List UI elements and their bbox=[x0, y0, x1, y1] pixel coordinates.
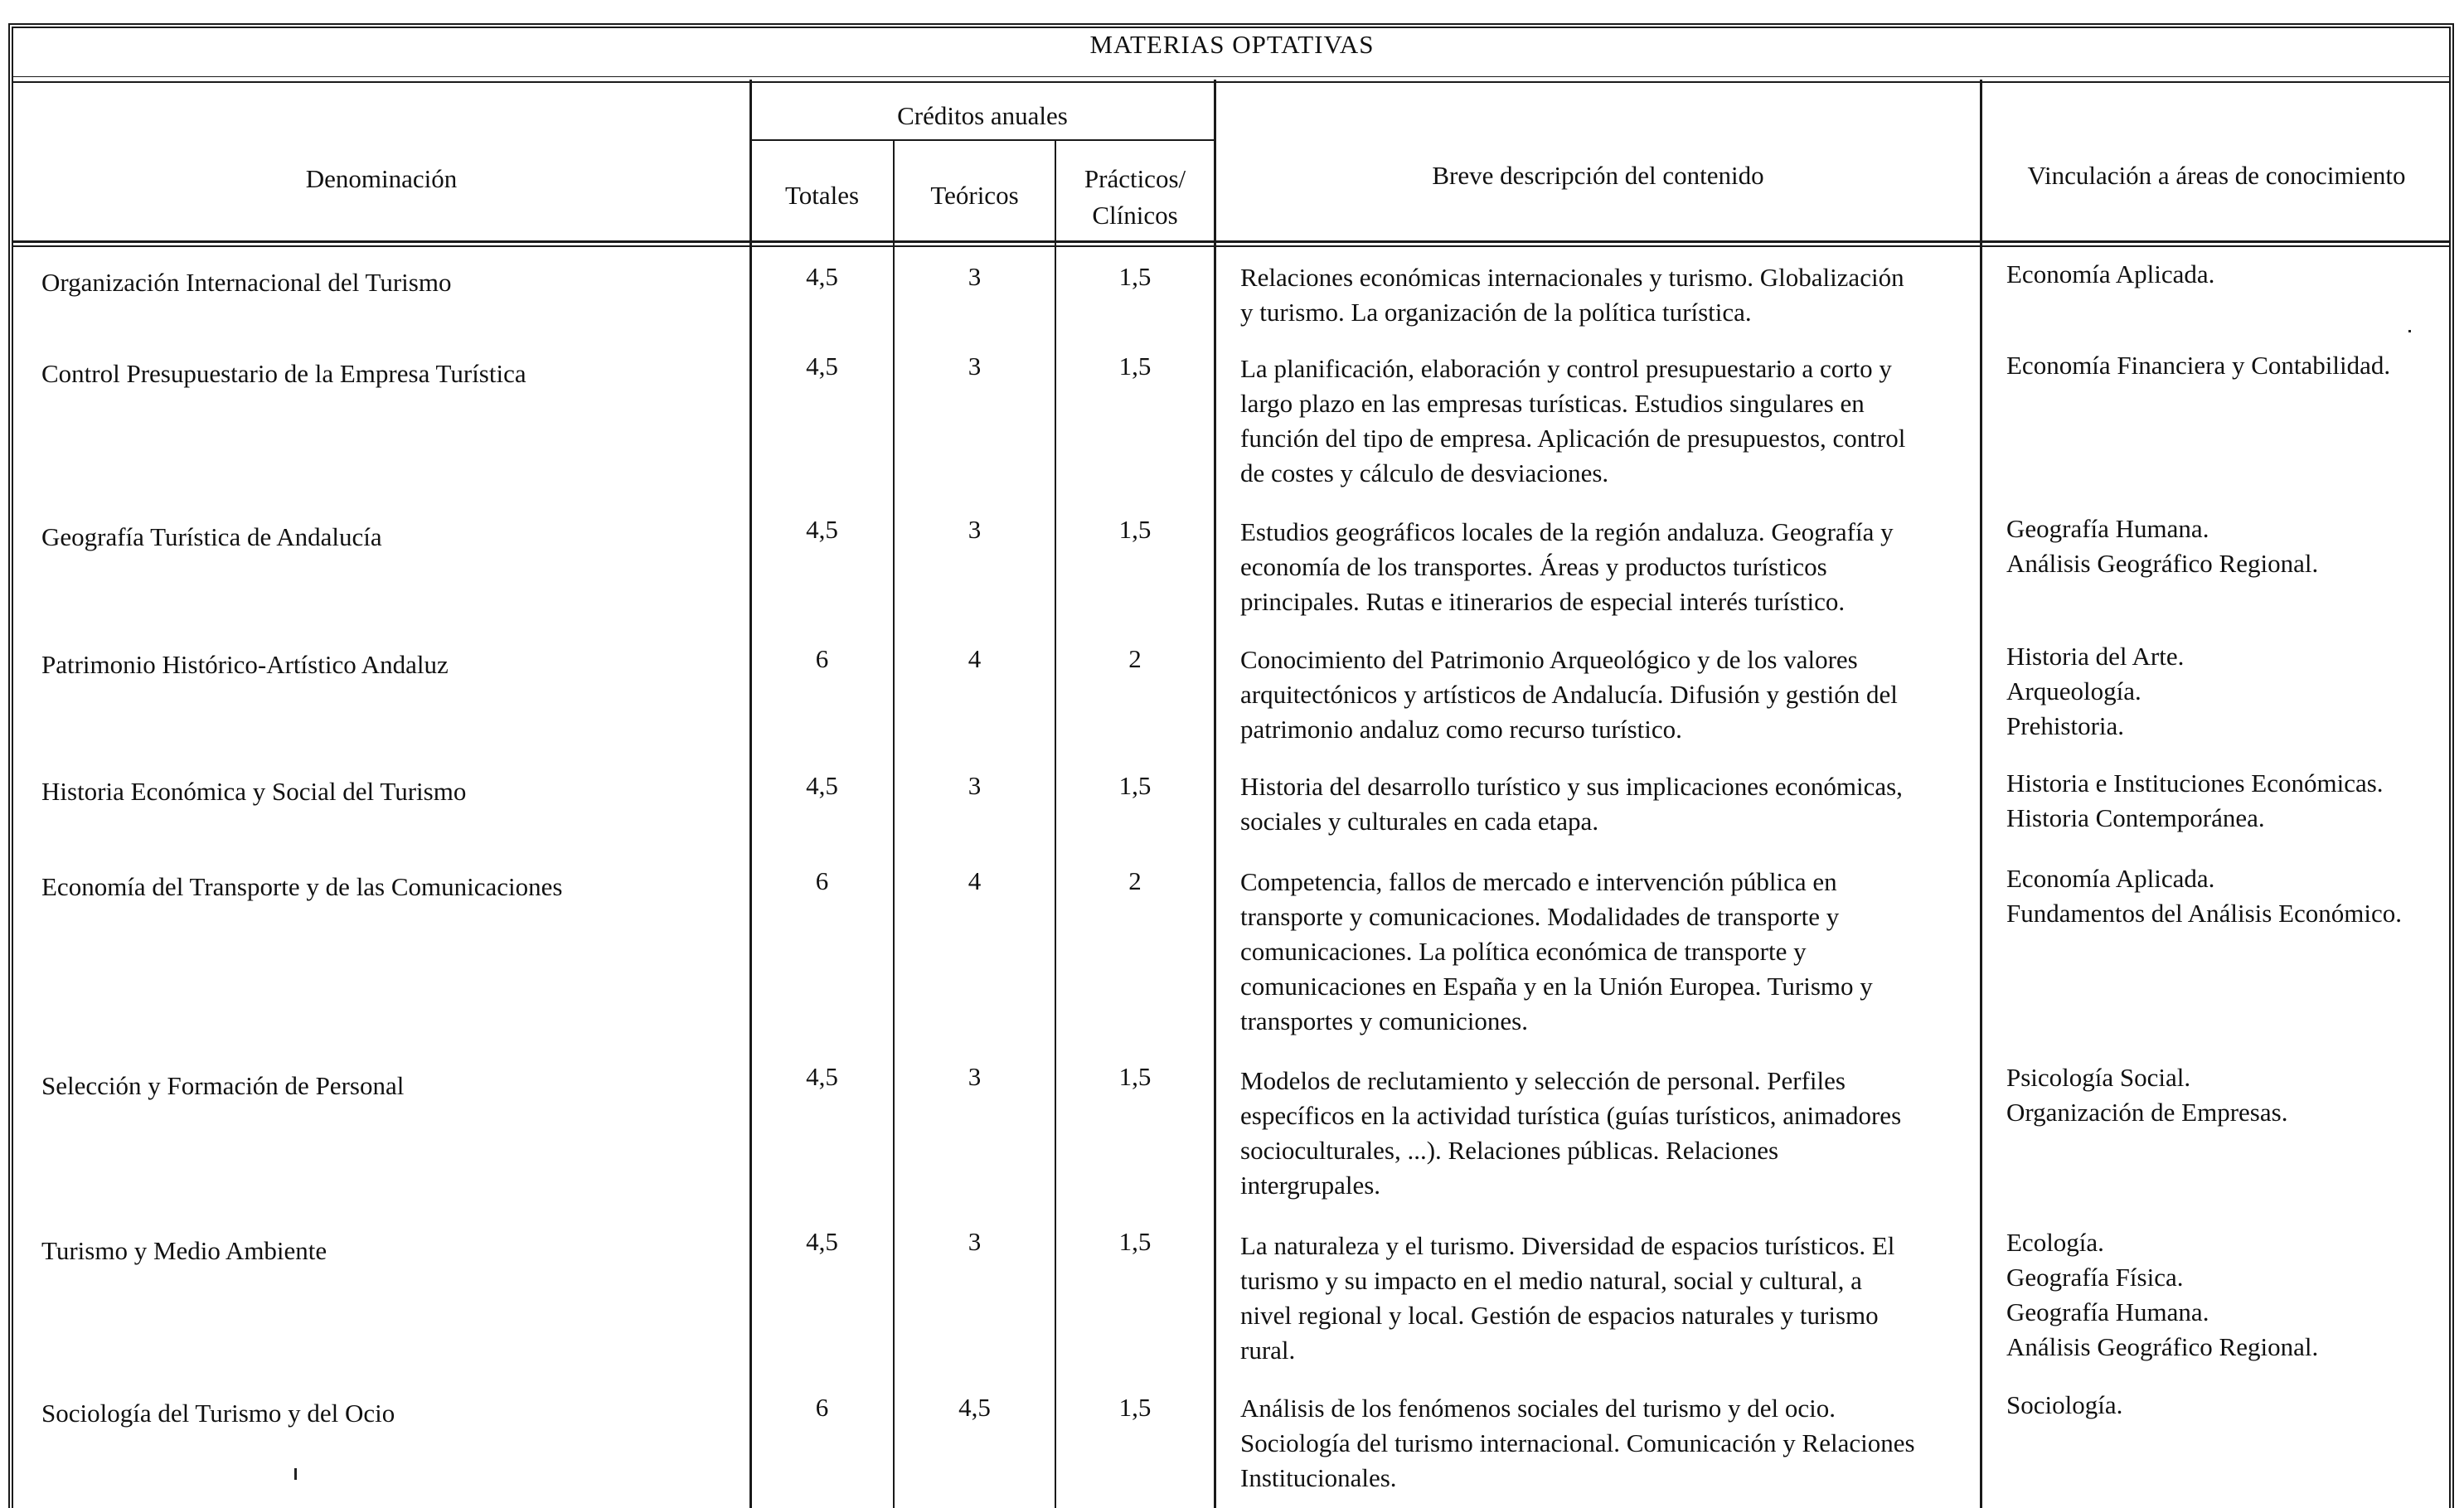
row-totales: 6 bbox=[815, 644, 829, 673]
row-name: Sociología del Turismo y del Ocio bbox=[41, 1399, 395, 1428]
description-line: Estudios geográficos locales de la región andaluza. Geografía y bbox=[1240, 517, 1894, 546]
row-name: Organización Internacional del Turismo bbox=[41, 268, 452, 297]
vrule-5 bbox=[1980, 80, 1982, 1508]
row-areas bbox=[2006, 348, 2390, 383]
description-line: función del tipo de empresa. Aplicación de presupuestos, control bbox=[1240, 424, 1906, 453]
row-totales: 4,5 bbox=[806, 771, 838, 800]
row-teoricos: 3 bbox=[968, 1227, 982, 1256]
description-line: arquitectónicos y artísticos de Andalucía. Difusión y gestión del bbox=[1240, 680, 1898, 709]
row-practicos: 2 bbox=[1128, 866, 1142, 895]
row-totales: 4,5 bbox=[806, 1227, 838, 1256]
description-line: largo plazo en las empresas turísticas. Estudios singulares en bbox=[1240, 389, 1865, 418]
vrule-3 bbox=[1055, 139, 1056, 1508]
row-name: Patrimonio Histórico-Artístico Andaluz bbox=[41, 650, 449, 679]
area-line: Economía Aplicada. bbox=[2006, 259, 2215, 289]
area-line: Psicología Social. bbox=[2006, 1063, 2191, 1092]
row-teoricos: 3 bbox=[968, 262, 982, 291]
row-description bbox=[1240, 260, 1904, 330]
row-description bbox=[1240, 642, 1898, 747]
row-teoricos: 3 bbox=[968, 352, 982, 381]
area-line: Prehistoria. bbox=[2006, 711, 2125, 740]
description-line: Modelos de reclutamiento y selección de personal. Perfiles bbox=[1240, 1066, 1846, 1095]
rule-under-title bbox=[13, 76, 2449, 83]
row-teoricos: 3 bbox=[968, 515, 982, 544]
rule-under-header bbox=[13, 240, 2449, 243]
row-practicos: 2 bbox=[1128, 644, 1142, 673]
description-line: principales. Rutas e itinerarios de especial interés turístico. bbox=[1240, 587, 1846, 616]
header-descripcion: Breve descripción del contenido bbox=[1432, 161, 1764, 190]
description-line: sociales y culturales en cada etapa. bbox=[1240, 807, 1599, 836]
row-teoricos: 4 bbox=[968, 866, 982, 895]
row-practicos: 1,5 bbox=[1118, 515, 1152, 544]
header-practicos bbox=[1056, 161, 1214, 234]
area-line: Arqueología. bbox=[2006, 676, 2141, 706]
row-description bbox=[1240, 1064, 1901, 1203]
area-line: Fundamentos del Análisis Económico. bbox=[2006, 899, 2403, 928]
description-line: Institucionales. bbox=[1240, 1463, 1397, 1492]
row-practicos: 1,5 bbox=[1118, 771, 1152, 800]
description-line: específicos en la actividad turística (guías turísticos, animadores bbox=[1240, 1101, 1902, 1130]
area-line: Ecología. bbox=[2006, 1228, 2104, 1257]
description-line: turismo y su impacto en el medio natural, social y cultural, a bbox=[1240, 1266, 1862, 1295]
row-name: Control Presupuestario de la Empresa Turística bbox=[41, 359, 526, 388]
header-denominacion: Denominación bbox=[305, 164, 458, 193]
vrule-2 bbox=[893, 139, 895, 1508]
rule-under-header-2 bbox=[13, 245, 2449, 247]
rule-under-creditos bbox=[751, 139, 1214, 141]
description-line: patrimonio andaluz como recurso turístico. bbox=[1240, 715, 1682, 744]
description-line: rural. bbox=[1240, 1336, 1296, 1365]
row-areas bbox=[2006, 1388, 2122, 1423]
description-line: Análisis de los fenómenos sociales del turismo y del ocio. bbox=[1240, 1394, 1836, 1423]
header-practicos-line2: Clínicos bbox=[1092, 201, 1178, 230]
area-line: Geografía Física. bbox=[2006, 1263, 2184, 1292]
description-line: Competencia, fallos de mercado e intervención pública en bbox=[1240, 867, 1837, 896]
description-line: nivel regional y local. Gestión de espacios naturales y turismo bbox=[1240, 1301, 1879, 1330]
area-line: Geografía Humana. bbox=[2006, 514, 2209, 543]
row-areas bbox=[2006, 1225, 2318, 1365]
row-name: Selección y Formación de Personal bbox=[41, 1071, 405, 1100]
description-line: Conocimiento del Patrimonio Arqueológico y de los valores bbox=[1240, 645, 1858, 674]
row-description bbox=[1240, 865, 1873, 1039]
header-creditos: Créditos anuales bbox=[897, 101, 1068, 130]
row-areas bbox=[2006, 639, 2184, 744]
description-line: Historia del desarrollo turístico y sus implicaciones económicas, bbox=[1240, 772, 1903, 801]
scan-mark bbox=[2408, 330, 2411, 332]
row-description bbox=[1240, 1391, 1915, 1496]
description-line: La naturaleza y el turismo. Diversidad de espacios turísticos. El bbox=[1240, 1231, 1895, 1260]
row-name: Economía del Transporte y de las Comunicaciones bbox=[41, 872, 563, 901]
description-line: transporte y comunicaciones. Modalidades de transporte y bbox=[1240, 902, 1840, 931]
scan-mark bbox=[294, 1468, 297, 1480]
row-description bbox=[1240, 515, 1894, 619]
area-line: Sociología. bbox=[2006, 1390, 2123, 1419]
description-line: y turismo. La organización de la política turística. bbox=[1240, 298, 1752, 327]
row-areas bbox=[2006, 861, 2402, 931]
area-line: Historia Contemporánea. bbox=[2006, 803, 2265, 832]
row-teoricos: 3 bbox=[968, 771, 982, 800]
area-line: Economía Aplicada. bbox=[2006, 864, 2215, 893]
description-line: Relaciones económicas internacionales y turismo. Globalización bbox=[1240, 263, 1904, 292]
row-totales: 4,5 bbox=[806, 515, 838, 544]
header-vinculacion: Vinculación a áreas de conocimiento bbox=[2027, 161, 2406, 190]
row-areas bbox=[2006, 257, 2214, 292]
description-line: La planificación, elaboración y control presupuestario a corto y bbox=[1240, 354, 1892, 383]
row-practicos: 1,5 bbox=[1118, 1393, 1152, 1422]
row-practicos: 1,5 bbox=[1118, 1062, 1152, 1091]
description-line: de costes y cálculo de desviaciones. bbox=[1240, 458, 1609, 487]
area-line: Análisis Geográfico Regional. bbox=[2006, 549, 2319, 578]
row-description bbox=[1240, 1229, 1894, 1368]
area-line: Geografía Humana. bbox=[2006, 1297, 2209, 1326]
header-totales: Totales bbox=[784, 181, 860, 210]
row-teoricos: 4,5 bbox=[958, 1393, 991, 1422]
row-practicos: 1,5 bbox=[1118, 352, 1152, 381]
table-title: MATERIAS OPTATIVAS bbox=[1089, 30, 1375, 59]
row-totales: 6 bbox=[815, 866, 829, 895]
row-totales: 4,5 bbox=[806, 262, 838, 291]
description-line: Sociología del turismo internacional. Comunicación y Relaciones bbox=[1240, 1428, 1915, 1457]
description-line: comunicaciones. La política económica de transporte y bbox=[1240, 937, 1807, 966]
area-line: Organización de Empresas. bbox=[2006, 1098, 2288, 1127]
vrule-4 bbox=[1214, 80, 1216, 1508]
area-line: Historia e Instituciones Económicas. bbox=[2006, 769, 2384, 798]
row-practicos: 1,5 bbox=[1118, 262, 1152, 291]
description-line: socioculturales, ...). Relaciones públicas. Relaciones bbox=[1240, 1136, 1779, 1165]
row-name: Historia Económica y Social del Turismo bbox=[41, 777, 467, 806]
description-line: economía de los transportes. Áreas y productos turísticos bbox=[1240, 552, 1827, 581]
row-totales: 6 bbox=[815, 1393, 829, 1422]
row-teoricos: 4 bbox=[968, 644, 982, 673]
row-totales: 4,5 bbox=[806, 1062, 838, 1091]
row-name: Turismo y Medio Ambiente bbox=[41, 1236, 327, 1265]
row-description bbox=[1240, 769, 1903, 839]
row-areas bbox=[2006, 766, 2384, 836]
area-line: Economía Financiera y Contabilidad. bbox=[2006, 351, 2391, 380]
description-line: comunicaciones en España y en la Unión Europea. Turismo y bbox=[1240, 972, 1873, 1001]
row-name: Geografía Turística de Andalucía bbox=[41, 522, 382, 551]
row-areas bbox=[2006, 1060, 2287, 1130]
row-teoricos: 3 bbox=[968, 1062, 982, 1091]
description-line: intergrupales. bbox=[1240, 1171, 1381, 1200]
area-line: Análisis Geográfico Regional. bbox=[2006, 1332, 2319, 1361]
row-areas bbox=[2006, 512, 2318, 581]
row-practicos: 1,5 bbox=[1118, 1227, 1152, 1256]
header-practicos-line1: Prácticos/ bbox=[1084, 164, 1186, 193]
row-totales: 4,5 bbox=[806, 352, 838, 381]
row-description bbox=[1240, 352, 1905, 491]
header-teoricos: Teóricos bbox=[930, 181, 1019, 210]
description-line: transportes y comuniciones. bbox=[1240, 1006, 1528, 1035]
area-line: Historia del Arte. bbox=[2006, 642, 2185, 671]
